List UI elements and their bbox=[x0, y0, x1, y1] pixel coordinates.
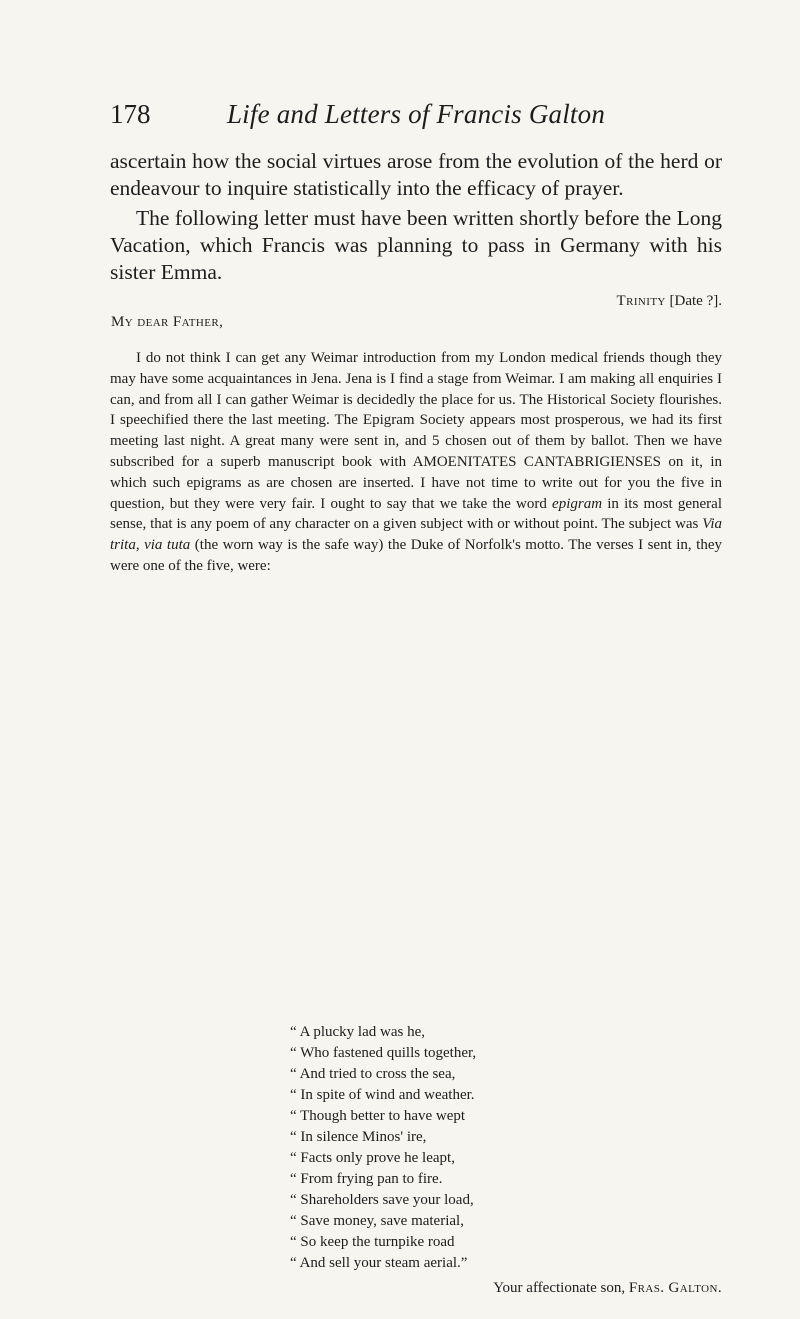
letter-body-epigram: epigram bbox=[552, 495, 603, 512]
poem-line: “ So keep the turnpike road bbox=[290, 1234, 455, 1250]
poem-line: “ And tried to cross the sea, bbox=[290, 1066, 456, 1082]
running-title: Life and Letters of Francis Galton bbox=[226, 99, 606, 129]
letter-body-part2: in its most general sense, that is any poem of any character on a given subject with or without point. The subject was bbox=[110, 495, 722, 533]
letter-date: [Date ?]. bbox=[669, 293, 722, 309]
poem-line: “ From frying pan to fire. bbox=[290, 1171, 443, 1187]
poem-line: “ Shareholders save your load, bbox=[290, 1192, 474, 1208]
letter-body-part3: (the worn way is the safe way) the Duke of Norfolk's motto. The verses I sent in, they were one of the five, were: bbox=[110, 537, 723, 574]
page-number: 178 bbox=[110, 99, 151, 129]
letter-signature-line bbox=[493, 1278, 722, 1298]
letter-signature: Fras. Galton. bbox=[628, 1280, 722, 1296]
poem-line: “ In silence Minos' ire, bbox=[290, 1129, 427, 1145]
letter-closing: Your affectionate son, bbox=[493, 1280, 626, 1296]
paragraph-intro-letter: The following letter must have been written shortly before the Long Vacation, which Francis was planning to pass in Germany with his sister Emma. bbox=[110, 206, 722, 284]
poem bbox=[290, 1022, 610, 1274]
letter-dateline bbox=[617, 291, 722, 311]
letter-salutation: My dear Father, bbox=[111, 314, 224, 330]
poem-line: “ And sell your steam aerial.” bbox=[290, 1255, 468, 1271]
letter-body-part1: I do not think I can get any Weimar introduction from my London medical friends though they may have some acquaintances in Jena. Jena is I find a stage from Weimar. I am making all enquiries I can, and from all I can gather Weimar is decidedly the place for us. The Historical Society flourishes. I speechified there the last meeting. The Epigram Society appears most prosperous, we had its first meeting last night. A great many were sent in, and 5 chosen out of them by ballot. Then we have subscribed for a superb manuscript book with AMOENITATES CANTABRIGIENSES on it, in which such epigrams as are chosen are inserted. I have not time to write out for you the five in question, but they were very fair. I ought to say that we take the word bbox=[110, 350, 722, 512]
poem-line: “ A plucky lad was he, bbox=[290, 1024, 425, 1040]
poem-line: “ Who fastened quills together, bbox=[290, 1045, 477, 1061]
poem-line: “ Facts only prove he leapt, bbox=[290, 1150, 455, 1166]
letter-body-motto: Via trita, via tuta bbox=[110, 516, 722, 554]
letter-place: Trinity bbox=[616, 293, 666, 309]
letter-body bbox=[110, 348, 722, 577]
paragraph-continuation: ascertain how the social virtues arose from the evolution of the herd or endeavour to inquire statistically into the efficacy of prayer. bbox=[110, 149, 722, 200]
poem-line: “ Though better to have wept bbox=[290, 1108, 466, 1124]
running-head bbox=[110, 98, 722, 130]
poem-line: “ In spite of wind and weather. bbox=[290, 1087, 475, 1103]
poem-line: “ Save money, save material, bbox=[290, 1213, 464, 1229]
